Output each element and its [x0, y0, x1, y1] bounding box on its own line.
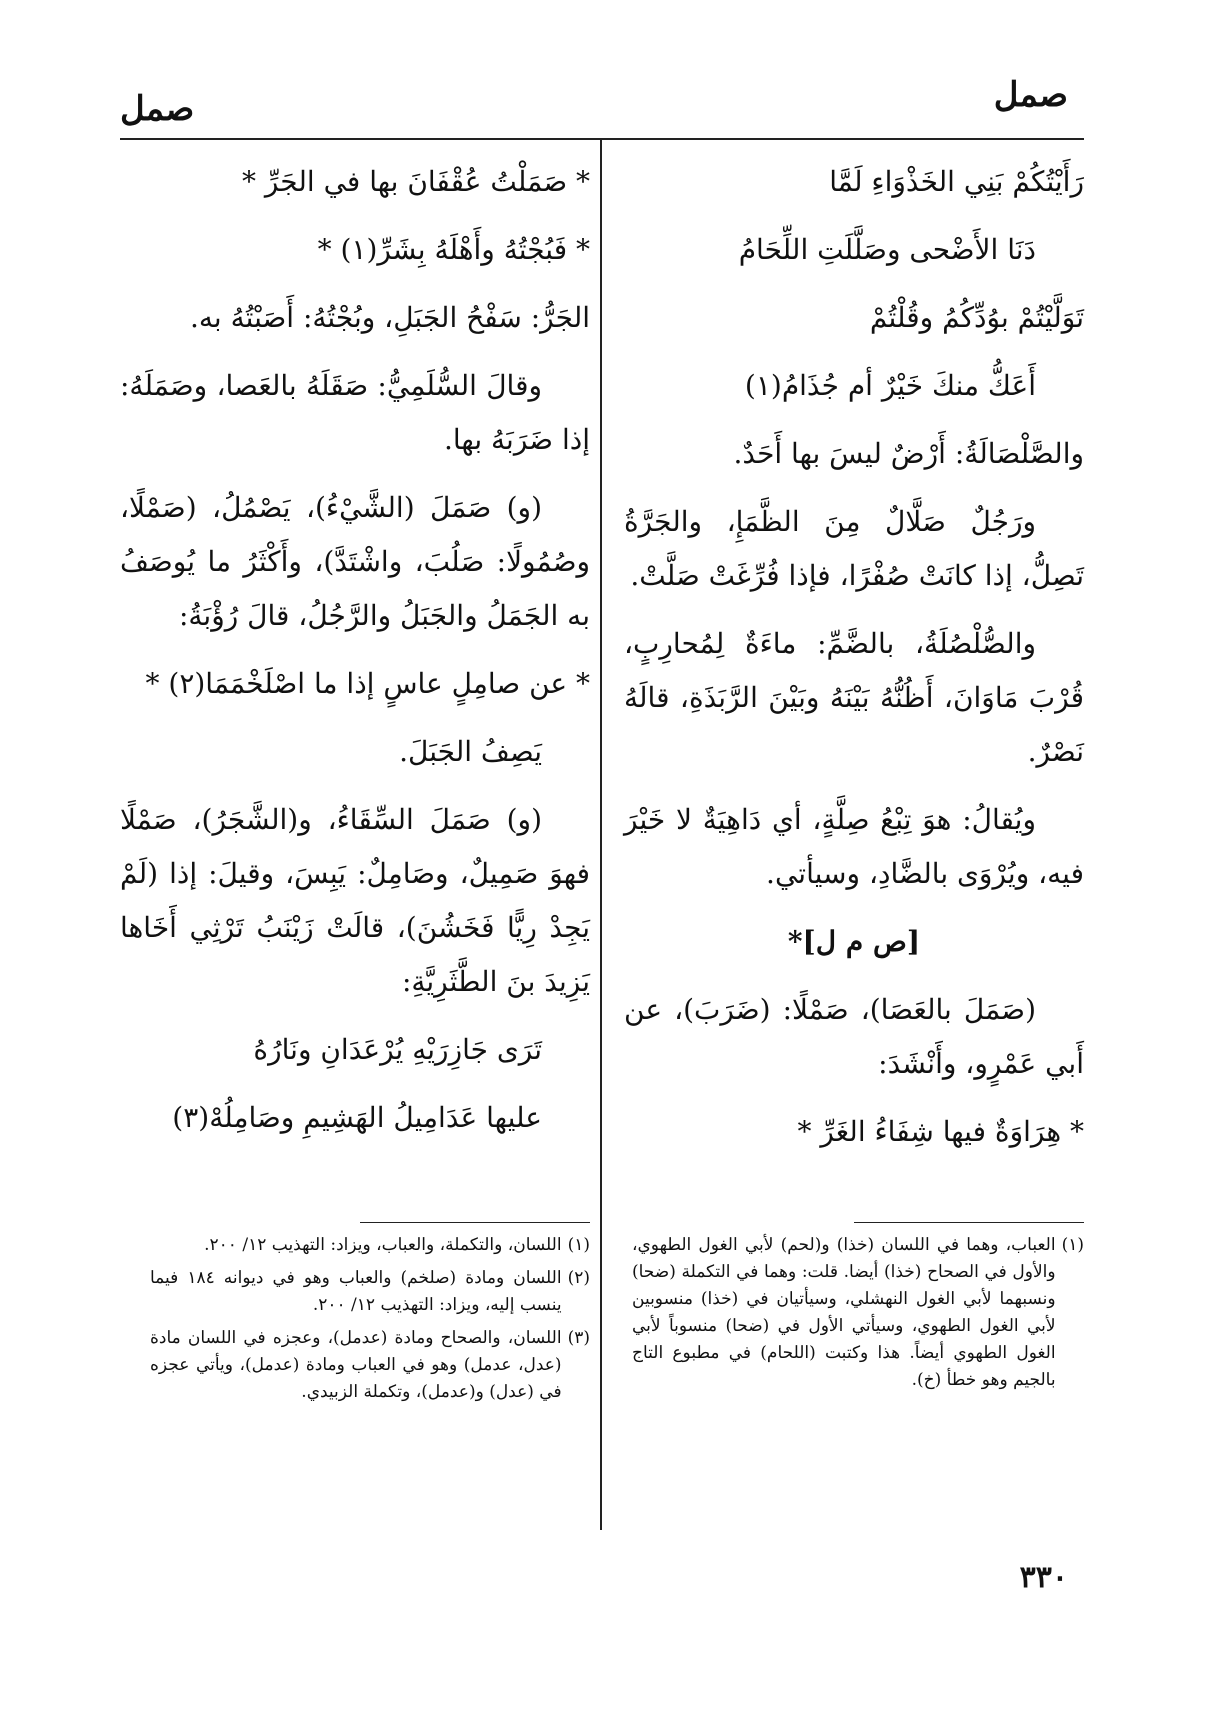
- footnote: [632, 1232, 1084, 1394]
- entry-paragraph: (و) صَمَلَ السِّقَاءُ، و(الشَّجَرُ)، صَمْلًا فهوَ صَمِيلٌ، وصَامِلٌ: يَبِسَ، وقيلَ: إذا (لَمْ يَجِدْ رِيًّا فَخَشُنَ)، قالَتْ زَيْنَبُ تَرْثِي أَخَاها يَزِيدَ بنَ الطَّثَرِيَّةِ:: [120, 803, 590, 998]
- footnote: [150, 1325, 590, 1406]
- footnotes-right: [632, 1232, 1084, 1400]
- verse-line: عليها عَدَامِيلُ الهَشِيمِ وصَامِلُهْ(٣): [172, 1101, 542, 1134]
- footnote-number: (٣): [567, 1328, 590, 1348]
- running-header-right: صمل: [993, 75, 1068, 115]
- entry-paragraph: ويُقالُ: هوَ تِبْعُ صِلَّةٍ، أي دَاهِيَةٌ لا خَيْرَ فيه، ويُرْوَى بالضَّادِ، وسيأتي.: [624, 803, 1084, 890]
- footnote-number: (١): [567, 1235, 590, 1255]
- verse-line: * هِرَاوَةٌ فيها شِفَاءُ الغَرِّ *: [797, 1115, 1084, 1148]
- verse-line: * صَمَلْتُ عُقْفَانَ بها في الجَرِّ *: [241, 165, 590, 198]
- footnotes-left: [150, 1232, 590, 1412]
- footnote-text: اللسان، والصحاح ومادة (عدمل)، وعجزه في اللسان مادة (عدل، عدمل) وهو في العباب ومادة (عدمل)، ويأتي عجزه في (عدل) و(عدمل)، وتكملة الزبيدي.: [150, 1328, 562, 1402]
- footnote: [150, 1265, 590, 1319]
- entry-paragraph: الجَرُّ: سَفْحُ الجَبَلِ، وبُجْتُهُ: أَصَبْتُهُ به.: [190, 301, 590, 334]
- verse-line: * فَبُجْتُهُ وأَهْلَهُ بِشَرِّ(١) *: [317, 233, 590, 266]
- footnote-number: (٢): [567, 1268, 590, 1288]
- page-number: ٣٣٠: [1019, 1560, 1068, 1595]
- verse-line: أَعَكُّ منكَ خَيْرٌ أم جُذَامُ(١): [744, 369, 1036, 402]
- entry-paragraph: والصُّلْصُلَةُ، بالضَّمِّ: ماءَةٌ لِمُحارِبٍ، قُرْبَ مَاوَانَ، أَظُنُّهُ بَيْنَهُ وبَيْنَ الرَّبَذَةِ، قالَهُ نَصْرٌ.: [624, 627, 1084, 768]
- entry-paragraph: يَصِفُ الجَبَلَ.: [399, 735, 542, 768]
- footnote-rule-right: [854, 1222, 1084, 1223]
- verse-line: دَنَا الأَضْحى وصَلَّلَتِ اللِّحَامُ: [738, 233, 1036, 266]
- entry-paragraph: (صَمَلَ بالعَصَا)، صَمْلًا: (ضَرَبَ)، عن أَبي عَمْرٍو، وأَنْشَدَ:: [624, 993, 1084, 1080]
- header-rule: [120, 138, 1084, 140]
- footnote-number: (١): [1061, 1235, 1084, 1255]
- footnote-rule-left: [360, 1222, 590, 1223]
- footnote: [150, 1232, 590, 1259]
- root-heading: [ص م ل]*: [787, 925, 921, 958]
- verse-line: * عن صامِلٍ عاسٍ إذا ما اصْلَخْمَمَا(٢) *: [145, 667, 590, 700]
- footnote-text: اللسان، والتكملة، والعباب، ويزاد: التهذيب ١٢/ ٢٠٠.: [204, 1235, 562, 1255]
- footnote-text: اللسان ومادة (صلخم) والعباب وهو في ديوانه ١٨٤ فيما ينسب إليه، ويزاد: التهذيب ١٢/ ٢٠٠.: [150, 1268, 562, 1315]
- running-header-left: صمل: [120, 89, 195, 129]
- entry-paragraph: والصَّلْصَالَةُ: أَرْضٌ ليسَ بها أَحَدٌ.: [733, 437, 1084, 470]
- right-column: [624, 155, 1084, 1173]
- verse-line: تَوَلَّيْتُمْ بوُدِّكُمُ وقُلْتُمْ: [869, 301, 1084, 334]
- verse-line: تَرَى جَازِرَيْهِ يُرْعَدَانِ ونَارُهُ: [253, 1033, 542, 1066]
- verse-line: رَأَيْتُكُمْ بَنِي الخَذْوَاءِ لَمَّا: [829, 165, 1084, 198]
- left-column: [120, 155, 590, 1159]
- entry-paragraph: ورَجُلٌ صَلَّالٌ مِنَ الظَّمَإِ، والجَرَّةُ تَصِلُّ، إذا كانَتْ صُفْرًا، فإذا فُرِّغَتْ صَلَّتْ.: [624, 505, 1084, 592]
- footnote-text: العباب، وهما في اللسان (خذا) و(لحم) لأبي الغول الطهوي، والأول في الصحاح (خذا) أيضا. قلت: وهما في التكملة (ضحا) ونسبهما لأبي الغول النهشلي، وسيأتيان في (خذا) منسوبين لأبي الغول الطهوي، وسيأتي الأول في (ضحا) منسوباً لأبي الغول الطهوي أيضاً. هذا وكتبت (اللحام) في مطبوع التاج بالجيم وهو خطأ (خ).: [632, 1235, 1056, 1390]
- column-divider: [600, 140, 602, 1530]
- entry-paragraph: وقالَ السُّلَمِيُّ: صَقَلَهُ بالعَصا، وصَمَلَهُ: إذا ضَرَبَهُ بها.: [120, 369, 590, 456]
- entry-paragraph: (و) صَمَلَ (الشَّيْءُ)، يَصْمُلُ، (صَمْلًا، وصُمُولًا: صَلُبَ، واشْتَدَّ)، وأَكْثَرُ ما يُوصَفُ به الجَمَلُ والجَبَلُ والرَّجُلُ، قالَ رُؤْبَةُ:: [120, 491, 590, 632]
